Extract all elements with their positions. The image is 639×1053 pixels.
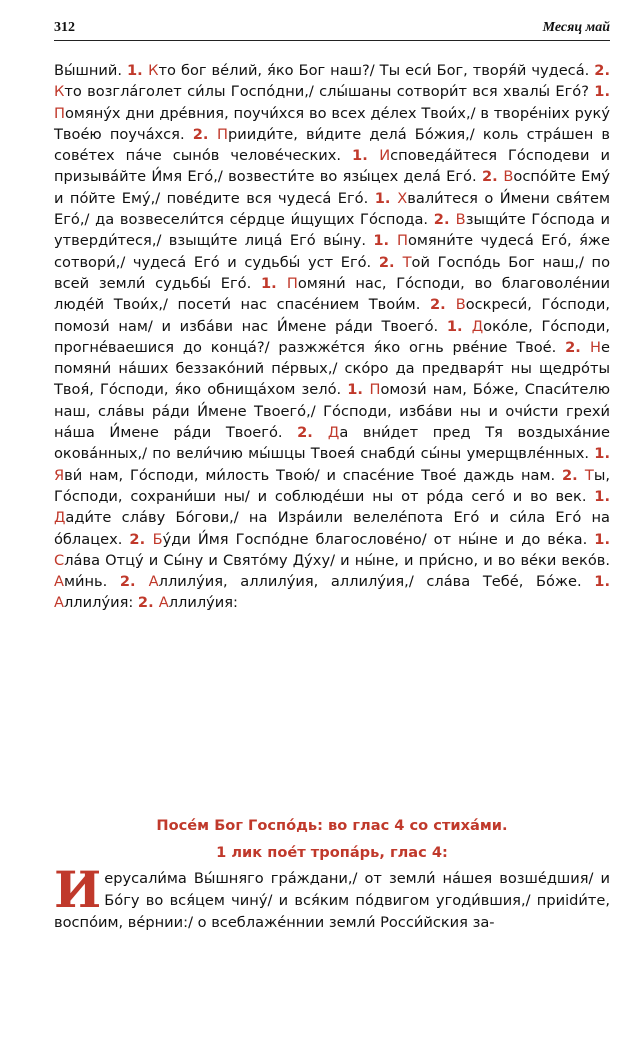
verse-initial: Т [584,466,594,484]
verse-number: 2. [561,466,585,484]
verse-number: 2. [565,338,591,356]
verse-number: 1. [594,83,610,101]
verse-initial: А [148,573,159,591]
verse-number: 1. [594,487,610,505]
verse-number: 1. [594,573,610,591]
verse-initial: В [503,168,514,186]
verse-text: оспо́йте Ему́ и по́йте Ему́,/ пове́дите вся чудеса́ Его́. [54,168,610,207]
verse-number: 2. [433,211,456,229]
drop-cap: И [54,860,102,919]
verse-initial: Д [54,509,66,527]
verse-initial: В [455,296,466,314]
verse-number: 1. [374,189,398,207]
verse-text: ллилу́ия, аллилу́ия, аллилу́ия,/ сла́ва Тебе́, Бо́же. [158,573,595,591]
verse-initial: П [396,232,408,250]
rubric-god-is-lord: Посе́м Бог Госпо́дь: во глас 4 со стиха́ми. [156,817,508,834]
verse-initial: П [286,274,298,292]
verse-initial: Я [54,466,65,484]
verse-text: ы, Го́споди, сохрани́ши ны/ и соблюде́ши ны от ро́да сего́ и во век. [54,466,610,505]
verse-text: споведа́йтеся Го́сподеви и призыва́йте И́мя Его́,/ возвести́те во язы́цех дела́ Его́. [54,147,610,186]
verse-text: ви́ нам, Го́споди, ми́лость Твою́/ и спасе́ние Твое́ даждь нам. [64,466,562,484]
verse-text: а вни́дет пред Тя воздыха́ние окова́нных,/ по вели́чию мы́шцы Твоея́ снабди́ сы́ны умерщвле́нных. [54,424,610,463]
verse-initial: Х [397,189,408,207]
verse-text: оскреси́, Го́споди, помози́ нам/ и изба́ви нас И́мене ра́ди Твоего́. [54,296,610,335]
verse-text: ллилу́ия: [63,594,138,612]
verse-number: 1. [594,530,610,548]
verse-text: ла́ва Отцу́ и Сы́ну и Свято́му Ду́ху/ и ны́не, и при́сно, и во ве́ки веко́в. [64,551,610,569]
verse-initial: А [54,594,64,612]
verse-initial: К [54,83,65,101]
verse-initial: В [455,211,466,229]
troparion-text: ерусали́ма Вы́шняго гра́ждани,/ от земли́ на́шея возше́дшия/ и Бо́гу во вся́цем чину́/ и вся́ким по́двигом угоди́вшия,/ приidи́те, воспо́им, ве́рнии:/ о всеблаже́ннии земли́ Росси́йския за- [54,870,610,931]
verse-text: у́ди И́мя Госпо́дне благослове́но/ от ны́не и до ве́ка. [162,530,595,548]
verse-number: 2. [192,125,218,143]
verse-initial: П [369,381,381,399]
verse-initial: П [54,104,65,122]
running-title: Месяц май [542,20,610,35]
verse-text: зыщи́те Го́спода и утверди́теся,/ взыщи́те лица́ Его́ вы́ну. [54,211,610,250]
verse-initial: И [379,147,391,165]
verse-number: 2. [481,168,504,186]
verse-text: вали́теся о И́мени свя́тем Его́,/ да возвесели́тся се́рдце и́щущих Го́спода. [54,189,611,229]
verse-number: 2. [429,296,456,314]
verse-number: 2. [129,530,153,548]
header-rule [54,40,610,41]
verse-number: 2. [594,62,610,79]
verse-number: 2. [137,594,159,612]
verse-text: то возгла́голет си́лы Госпо́дни,/ слы́шаны сотвори́т вся хвалы́ Его́? [64,83,595,101]
verse-initial: П [217,125,228,143]
verse-text: е помяни́ на́ших беззако́ний пе́рвых,/ ско́ро да предваря́т ны щедро́ты Твоя́, Го́споди, я́ко обнища́хом зело́. [54,338,610,399]
troparion [54,860,610,934]
verse-initial: Н [590,338,602,356]
verse-text: ллилу́ия: [168,594,238,612]
verse-text: Вы́шний. [54,62,128,79]
verse-number: 2. [378,253,403,271]
verse-initial: А [54,573,64,591]
verse-initial: А [158,594,169,612]
verse-text: рииди́те, ви́дите дела́ Бо́жия,/ коль стра́шен в сове́тех па́че сыно́в челове́ческих. [54,125,610,165]
verse-number: 1. [352,147,380,165]
verse-text: то бог ве́лий, я́ко Бог наш?/ Ты еси́ Бог, творя́й чудеса́. [158,62,595,79]
verse-number: 1. [373,232,397,250]
rubric-choir-troparion: 1 лик пое́т тропа́рь, глас 4: [216,844,448,861]
verse-number: 1. [594,445,610,463]
verse-initial: Д [327,424,340,442]
verse-initial: К [148,62,159,79]
verse-initial: С [54,551,65,569]
verse-paragraph [54,60,610,614]
page-number: 312 [54,20,75,35]
verse-text: ой Госпо́дь Бог наш,/ по всей земли́ судьбы́ Его́. [54,253,610,292]
verse-text: омяни́ нас, Го́споди, во благоволе́нии люде́й Твои́х,/ посети́ нас спасе́нием Твои́м. [54,274,610,314]
verse-number: 1. [446,317,472,335]
verse-number: 1. [347,381,370,399]
verse-number: 2. [119,573,149,591]
verse-text: ми́нь. [63,573,120,591]
verse-text: ади́те сла́ву Бо́гови,/ на Изра́или велеле́пота Его́ и си́ла Его́ на о́блацех. [54,509,610,548]
verse-initial: Т [402,253,412,271]
verse-text: око́ле, Го́споди, прогне́ваешися до конца́?/ разжже́тся я́ко огнь рве́ние Твое́. [54,317,611,356]
page-header [54,14,610,36]
psalm-verses [54,60,610,614]
verse-initial: Б [152,530,163,548]
verse-text: омяни́те чудеса́ Его́, я́же сотвори́,/ чудеса́ Его́ и судьбы́ уст Его́. [54,232,610,271]
verse-initial: Д [471,317,484,335]
verse-number: 1. [260,274,287,292]
verse-text: омози́ нам, Бо́же, Спаси́телю наш, сла́вы ра́ди И́мене Твоего́,/ Го́споди, изба́ви ны и очи́сти грехи́ на́ша И́мене ра́ди Твоего́. [54,381,611,442]
verse-text: омяну́х дни дре́вния, поучи́хся во всех де́лех Твои́х,/ в творе́нiих руку́ Твое́ю поуча́хся. [54,104,610,143]
verse-number: 2. [297,424,328,442]
verse-number: 1. [127,62,149,79]
